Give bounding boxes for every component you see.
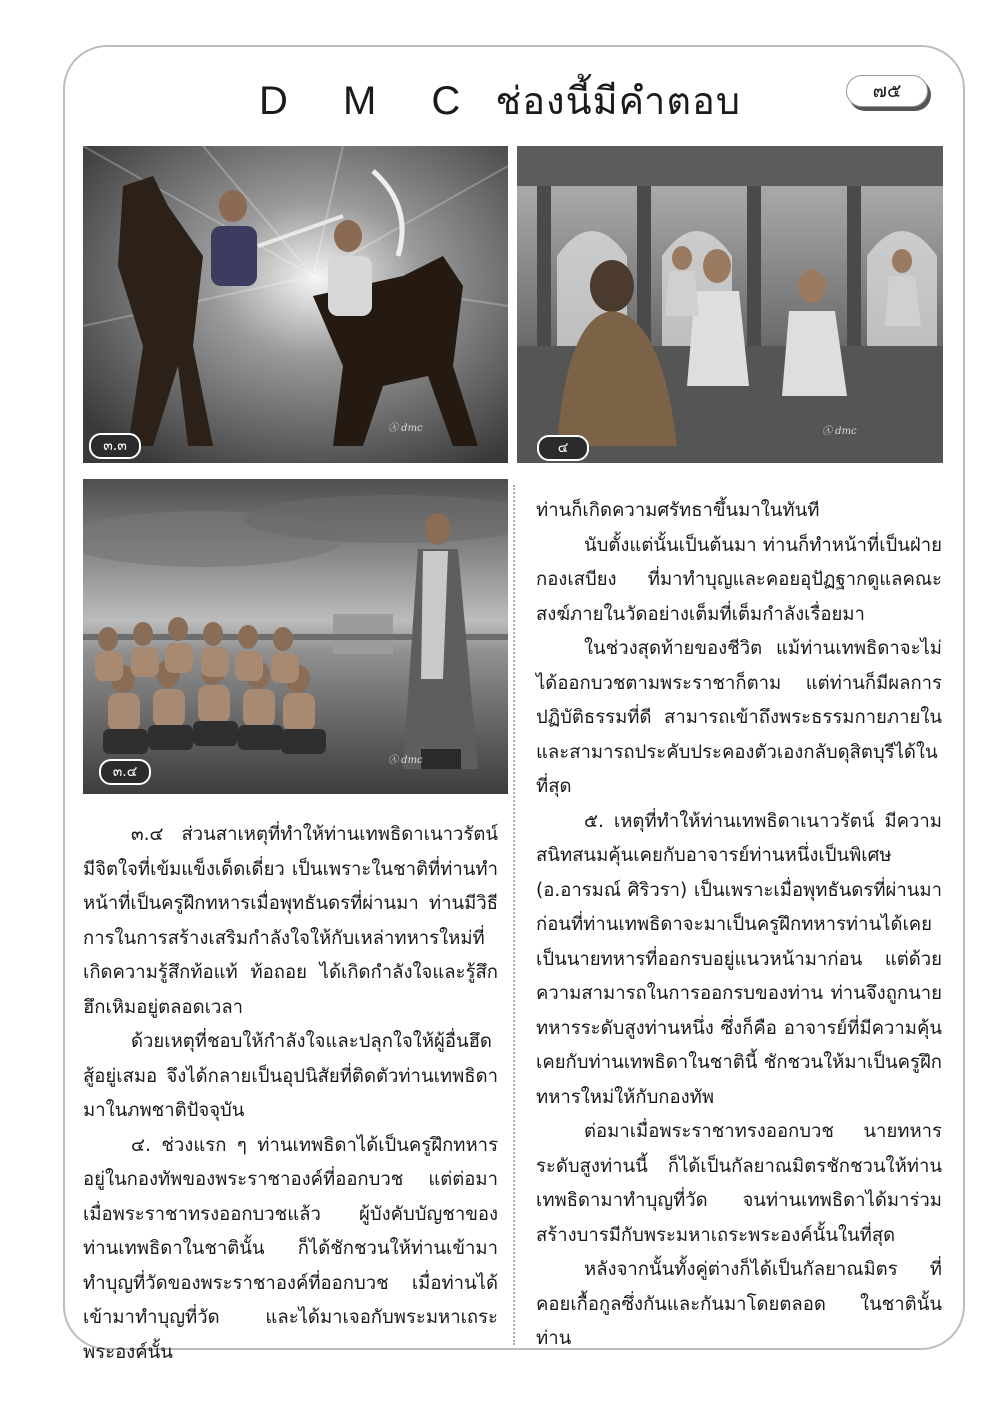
watermark-logo: Ⓐ dmc	[388, 423, 423, 434]
page-number: ๗๕	[846, 75, 928, 107]
right-column	[536, 494, 942, 1357]
paragraph: หลังจากนั้นทั้งคู่ต่างก็ได้เป็นกัลยาณมิตร ที่คอยเกื้อกูลซึ่งกันและกันมาโดยตลอด ในชาตินั้นท่าน	[536, 1259, 942, 1349]
figure-label: ๓.๓	[89, 433, 141, 459]
paragraph: ๔. ช่วงแรก ๆ ท่านเทพธิดาได้เป็นครูฝึกทหารอยู่ในกองทัพของพระราชาองค์ที่ออกบวช แต่ต่อมาเมื่อพระราชาทรงออกบวชแล้ว ผู้บังคับบัญชาของท่านเทพธิดาในชาตินั้น ก็ได้ชักชวนให้ท่านเข้ามาทำบุญที่วัดของพระราชาองค์ที่ออกบวช เมื่อท่านได้เข้ามาทำบุญที่วัด และได้มาเจอกับพระมหาเถระพระองค์นั้น	[83, 1134, 498, 1363]
paragraph: ๕. เหตุที่ทำให้ท่านเทพธิดาเนาวรัตน์ มีความสนิทสนมคุ้นเคยกับอาจารย์ท่านหนึ่งเป็นพิเศษ (อ.อารมณ์ ศิริวรา) เป็นเพราะเมื่อพุทธันดรที่ผ่านมาก่อนที่ท่านเทพธิดาจะมาเป็นครูฝึกทหารท่านได้เคยเป็นนายทหารที่ออกรบอยู่แนวหน้ามาก่อน แต่ด้วยความสามารถในการออกรบของท่าน ท่านจึงถูกนายทหารระดับสูงท่านหนึ่ง ซึ่งก็คือ อาจารย์ที่มีความคุ้นเคยกับท่านเทพธิดาในชาตินี้ ชักชวนให้มาเป็นครูฝึกทหารใหม่ให้กับกองทัพ	[536, 810, 942, 1108]
watermark-logo: Ⓐ dmc	[822, 426, 857, 437]
paragraph: ท่านก็เกิดความศรัทธาขึ้นมาในทันที	[536, 500, 820, 521]
paragraph: ในช่วงสุดท้ายของชีวิต แม้ท่านเทพธิดาจะไม่ได้ออกบวชตามพระราชาก็ตาม แต่ท่านก็มีผลการปฏิบัติธรรมที่ดี สามารถเข้าถึงพระธรรมกายภายในและสามารถประคับประคองตัวเองกลับดุสิตบุรีได้ในที่สุด	[536, 638, 942, 797]
paragraph: นับตั้งแต่นั้นเป็นต้นมา ท่านก็ทำหน้าที่เป็นฝ่ายกองเสบียง ที่มาทำบุญและคอยอุปัฏฐากดูแลคณะสงฆ์ภายในวัดอย่างเต็มที่เต็มกำลังเรื่อยมา	[536, 534, 942, 625]
left-column	[83, 818, 498, 1370]
paragraph: ด้วยเหตุที่ชอบให้กำลังใจและปลุกใจให้ผู้อื่นฮึดสู้อยู่เสมอ จึงได้กลายเป็นอุปนิสัยที่ติดตัวท่านเทพธิดามาในภพชาติปัจจุบัน	[83, 1031, 498, 1121]
figure-horse-riders	[83, 146, 508, 463]
figure-monk-audience	[517, 146, 943, 463]
paragraph: ต่อมาเมื่อพระราชาทรงออกบวช นายทหารระดับสูงท่านนี้ ก็ได้เป็นกัลยาณมิตรชักชวนให้ท่านเทพธิดามาทำบุญที่วัด จนท่านเทพธิดาได้มาร่วมสร้างบารมีกับพระมหาเถระพระองค์นั้นในที่สุด	[536, 1121, 942, 1246]
figure-label: ๓.๔	[99, 759, 151, 785]
column-divider	[513, 485, 515, 1345]
title-logo: D M C	[259, 79, 483, 123]
figure-label: ๔	[537, 435, 589, 461]
figure-soldiers-training	[83, 479, 508, 794]
title-text: ช่องนี้มีคำตอบ	[495, 79, 741, 123]
paragraph: ๓.๔ ส่วนสาเหตุที่ทำให้ท่านเทพธิดาเนาวรัตน์มีจิตใจที่เข้มแข็งเด็ดเดี่ยว เป็นเพราะในชาติที่ท่านทำหน้าที่เป็นครูฝึกทหารเมื่อพุทธันดรที่ผ่านมา ท่านมีวิธีการในการสร้างเสริมกำลังใจให้กับเหล่าทหารใหม่ที่เกิดความรู้สึกท้อแท้ ท้อถอย ได้เกิดกำลังใจและรู้สึกฮึกเหิมอยู่ตลอดเวลา	[83, 824, 498, 1018]
watermark-logo: Ⓐ dmc	[388, 755, 423, 766]
